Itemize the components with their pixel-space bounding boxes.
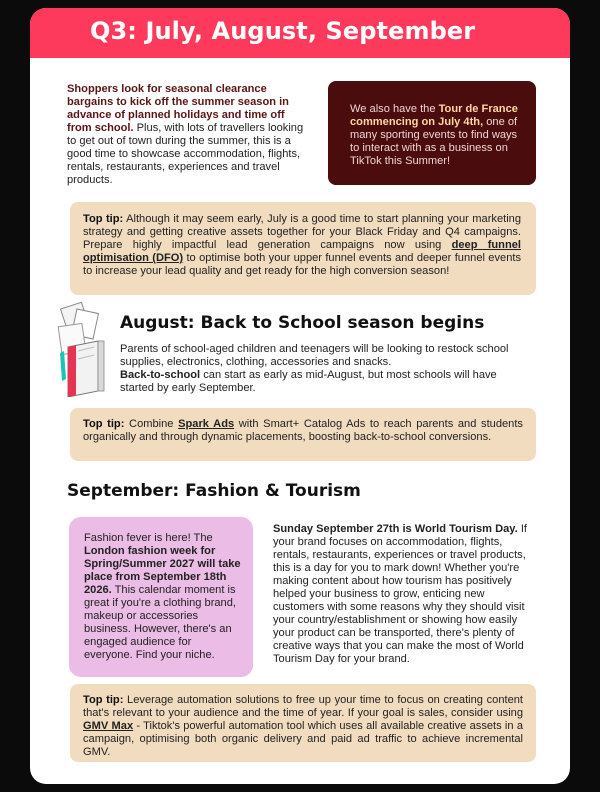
july-tip-post: to optimise both your upper funnel events and deeper funnel events to increase your lead quality and get ready for the high conversion season! [83,252,521,277]
september-tip-post: - Tiktok's powerful automation tool which uses all available creative assets in a campaign, optimising both organic delivery and paid ad traffic to achieve incremental GMV. [83,720,523,758]
september-tip-pre: Leverage automation solutions to free up your time to focus on creating content that's relevant to your audience and the time of year. If your goal is sales, consider using [83,694,523,719]
tdf-pre: We also have the [350,103,439,115]
back-to-school-bold: Back-to-school [120,369,201,381]
books-and-papers-icon [54,301,114,397]
fashion-week-text [84,532,242,662]
july-tip-pre: Although it may seem early, July is a good time to start planning your marketing strategy and getting creative assets together for your Black Friday and Q4 campaigns. Prepare highly impactful lead generation campaigns now using [83,213,521,251]
august-top-tip-box [70,408,536,461]
july-intro-bold: Shoppers look for seasonal clearance bargains to kick off the summer season in advance of planned holidays and time off from school. [67,83,289,134]
august-title: August: Back to School season begins [120,313,485,333]
top-tip-label: Top tip: [83,418,125,430]
tour-de-france-box [328,81,536,185]
july-intro-text [67,83,307,187]
august-tip-pre: Combine [124,418,179,430]
august-tip-post: with Smart+ Catalog Ads to reach parents and students organically and through dynamic placements, boosting back-to-school conversions. [83,418,523,443]
tourism-rest: If your brand focuses on accommodation, flights, rentals, restaurants, experiences or travel products, this is a day for you to mark down! Whether you're making content about how tourism has positively helped your business to grow, enticing new customers with some reasons why they should visit your country/establishment or showing how easily your product can be transported, there's plenty of creative ways that you can make the most of World Tourism Day for your brand. [273,523,527,665]
fashion-bold: London fashion week for Spring/Summer 2027 will take place from September 18th 2026. [84,545,241,596]
tour-de-france-text [350,103,520,168]
world-tourism-day-text [273,523,535,666]
tourism-bold: Sunday September 27th is World Tourism Day. [273,523,518,535]
july-intro-rest: Plus, with lots of travellers looking to get out of town during the summer, this is a good time to showcase accommodation, flights, rentals, restaurants, experiences and travel products. [67,122,304,186]
page-header [30,8,570,58]
september-top-tip-box [70,684,536,762]
tdf-post: one of many sporting events to find ways to interact with as a business on TikTok this Summer! [350,116,518,167]
august-top-tip-text [83,418,523,444]
gmv-max-link[interactable]: GMV Max [83,720,134,732]
fashion-week-box [69,517,253,677]
september-title: September: Fashion & Tourism [67,481,361,501]
q3-page-card [30,8,570,784]
august-text-2: can start as early as mid-August, but most schools will have started by early September. [120,369,497,394]
august-text [120,343,530,395]
september-top-tip-text [83,694,523,759]
fashion-post: This calendar moment is great if you're a clothing brand, makeup or accessories business. However, there's an engaged audience for everyone. Find your niche. [84,584,236,661]
fashion-pre: Fashion fever is here! The [84,532,213,544]
july-top-tip-text [83,213,521,278]
tdf-bold: Tour de France commencing on July 4th, [350,103,518,128]
page-title: Q3: July, August, September [90,17,476,45]
august-text-1: Parents of school-aged children and teenagers will be looking to restock school supplies, electronics, clothing, accessories and snacks. [120,343,509,368]
july-top-tip-box [70,202,536,295]
top-tip-label: Top tip: [83,694,124,706]
spark-ads-link[interactable]: Spark Ads [178,418,235,430]
top-tip-label: Top tip: [83,213,124,225]
dfo-link[interactable]: deep funnel optimisation (DFO) [83,239,521,264]
